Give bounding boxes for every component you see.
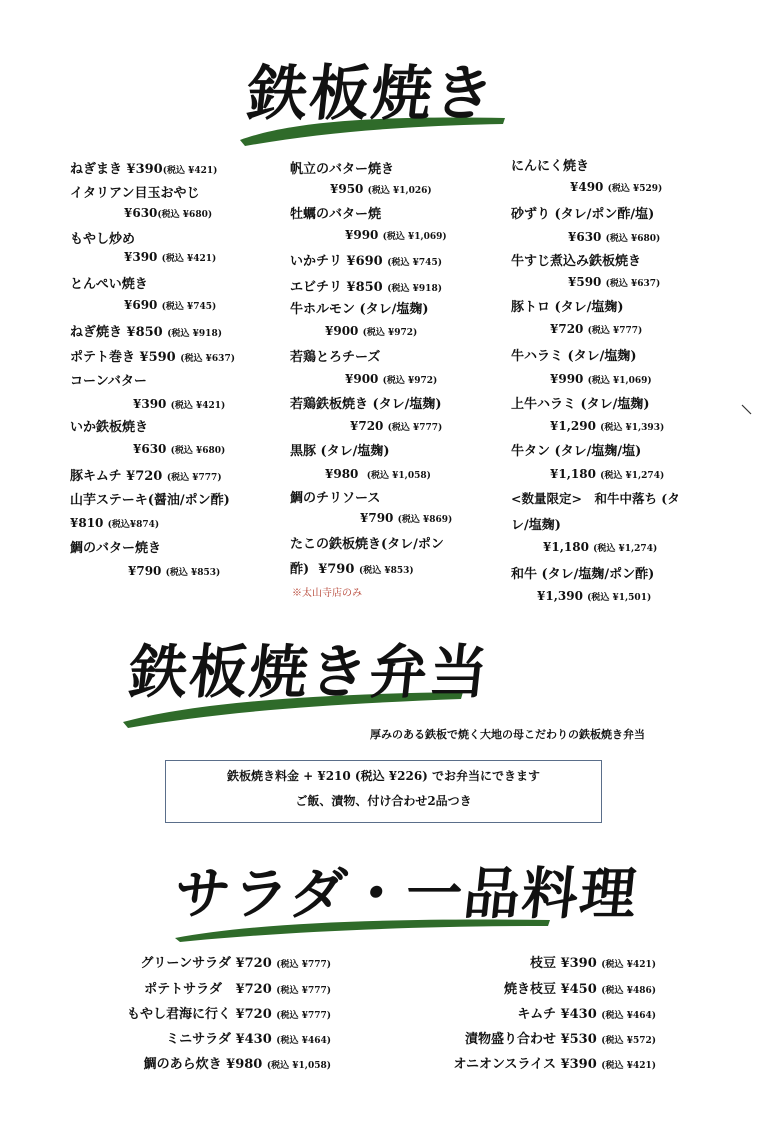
item-name: ミニサラダ: [166, 1032, 232, 1047]
item-name: エビチリ: [290, 280, 343, 295]
menu-item-tai-butter: 鯛のバター焼き: [70, 541, 162, 556]
menu-item-corn-butter-price: [133, 397, 225, 411]
item-name: いかチリ: [290, 254, 343, 269]
item-price: ¥720: [550, 322, 584, 336]
item-tax: (税込 ¥421): [601, 1061, 656, 1071]
item-tax: (税込 ¥1,274): [600, 471, 665, 481]
menu-item-moyashi-price: [124, 250, 216, 264]
item-name: キムチ: [517, 1007, 557, 1022]
menu-item-tai-chili-price: [360, 511, 452, 525]
item-price: ¥630: [133, 442, 167, 456]
item-tax: (税込 ¥777): [166, 473, 222, 483]
menu-item-negimaki: [70, 158, 217, 177]
menu-item-ebi-chili: [290, 276, 442, 295]
menu-item-kaki-butter-price: [345, 228, 447, 242]
item-tax: (税込 ¥529): [607, 184, 663, 194]
item-price: ¥850: [346, 280, 383, 295]
menu-item-wagyu-price: [537, 589, 651, 603]
menu-item-yamaimo-steak-price: [70, 516, 159, 530]
item-price: ¥590: [139, 350, 176, 365]
item-tax: (税込 ¥972): [382, 376, 438, 386]
item-tax: (税込 ¥464): [276, 1036, 331, 1046]
menu-item-moyashi-kun: [127, 1003, 331, 1022]
menu-item-wakadori-cheese-price: [345, 372, 437, 386]
menu-item-tai-chili: 鯛のチリソース: [290, 491, 381, 506]
bento-subtitle: 厚みのある鉄板で焼く大地の母こだわりの鉄板焼き弁当: [370, 728, 645, 741]
item-price: ¥530: [560, 1032, 597, 1047]
menu-item-gyu-horumon: 牛ホルモン (タレ/塩麹): [290, 302, 429, 317]
item-price: ¥390: [560, 1057, 597, 1072]
menu-item-onion-slice: [453, 1053, 656, 1072]
menu-item-buta-kimchi: [70, 465, 222, 484]
menu-item-hotate-butter: 帆立のバター焼き: [290, 162, 395, 177]
item-tax: (税込 ¥777): [276, 960, 331, 970]
item-name: 焼き枝豆: [504, 982, 557, 997]
item-tax: (税込 ¥637): [180, 354, 235, 364]
item-price: ¥430: [560, 1007, 597, 1022]
menu-item-butatoro: 豚トロ (タレ/塩麹): [511, 300, 624, 315]
bento-title: 鉄板焼き弁当: [125, 638, 494, 706]
menu-item-wagyu: 和牛 (タレ/塩麹/ポン酢): [511, 567, 655, 582]
item-price: ¥900: [325, 324, 359, 338]
menu-item-hotate-butter-price: [330, 182, 432, 196]
item-tax: (税込 ¥680): [605, 234, 661, 244]
item-price: ¥390: [124, 250, 158, 264]
item-price: ¥790: [318, 562, 355, 577]
item-price: ¥450: [560, 982, 597, 997]
bento-info-line1: 鉄板焼き料金 + ¥210 (税込 ¥226) でお弁当にできます: [226, 769, 541, 783]
menu-item-kaki-butter: 牡蠣のバター焼: [290, 207, 382, 222]
item-price: ¥630: [568, 230, 602, 244]
item-price: ¥980: [226, 1057, 263, 1072]
item-price: ¥1,180: [550, 467, 596, 481]
item-name: もやし君海に行く: [127, 1007, 232, 1022]
menu-item-edamame: [530, 952, 656, 971]
item-tax: (税込¥874): [107, 520, 160, 530]
item-name: 枝豆: [530, 956, 557, 971]
menu-item-gyusuji: 牛すじ煮込み鉄板焼き: [511, 254, 642, 269]
item-price: ¥1,180: [543, 540, 589, 554]
item-price: ¥720: [126, 469, 163, 484]
item-tax: (税込 ¥745): [387, 258, 442, 268]
stray-mark: [740, 403, 754, 417]
menu-item-mini-salad: [166, 1028, 331, 1047]
item-price: ¥990: [550, 372, 584, 386]
item-tax: (税込 ¥1,058): [266, 1061, 331, 1071]
item-name-cont: 酢): [290, 562, 310, 577]
item-price: ¥1,390: [537, 589, 583, 603]
menu-item-jo-gyu-harami-price: [550, 419, 664, 433]
store-only-note: ※太山寺店のみ: [292, 588, 362, 599]
item-tax: (税込 ¥486): [601, 986, 656, 996]
item-tax: (税込 ¥777): [276, 986, 331, 996]
item-tax: (税込 ¥637): [605, 279, 661, 289]
item-price: ¥980: [325, 467, 359, 481]
item-price: ¥850: [126, 325, 163, 340]
menu-item-italian-medama-price: [124, 206, 212, 220]
salad-title: サラダ・一品料理: [171, 861, 642, 927]
menu-item-yamaimo-steak: 山芋ステーキ(醤油/ポン酢): [70, 493, 230, 508]
item-price: ¥690: [124, 298, 158, 312]
item-price: ¥590: [568, 275, 602, 289]
menu-item-kurobuta-price: [325, 467, 431, 481]
item-name: 鯛のあら炊き: [143, 1057, 222, 1072]
menu-item-corn-butter: コーンバター: [70, 374, 147, 389]
bento-info-box: [165, 760, 602, 823]
item-tax: (税込 ¥680): [157, 210, 213, 220]
menu-item-wagyu-nakaochi-line2: レ/塩麹): [511, 518, 561, 533]
menu-item-ika-teppan-price: [133, 442, 225, 456]
item-name: ポテトサラダ: [144, 982, 222, 997]
menu-item-tsukemono: [465, 1028, 656, 1047]
menu-item-potato-salad: [144, 978, 331, 997]
item-name: オニオンスライス: [453, 1057, 557, 1072]
item-price: ¥720: [235, 982, 272, 997]
item-tax: (税込 ¥1,069): [587, 376, 652, 386]
menu-item-wagyu-nakaochi: <数量限定> 和牛中落ち (タ: [511, 491, 680, 506]
menu-item-ika-teppan: いか鉄板焼き: [70, 420, 149, 435]
item-tax: (税込 ¥777): [387, 423, 443, 433]
menu-item-sunazuri-price: [568, 230, 660, 244]
menu-item-ika-chili: [290, 250, 442, 269]
item-name: ポテト巻き: [70, 350, 136, 365]
item-tax: (税込 ¥464): [601, 1011, 656, 1021]
item-tax: (税込 ¥1,501): [587, 593, 652, 603]
item-tax: (税込 ¥421): [170, 401, 226, 411]
menu-item-jo-gyu-harami: 上牛ハラミ (タレ/塩麹): [511, 397, 650, 412]
menu-item-wakadori-cheese: 若鶏とろチーズ: [290, 350, 381, 365]
menu-item-ninniku: にんにく焼き: [511, 159, 590, 174]
menu-item-green-salad: [140, 952, 331, 971]
item-tax: (税込 ¥1,069): [382, 232, 447, 242]
item-price: ¥1,290: [550, 419, 596, 433]
menu-item-gyutan: 牛タン (タレ/塩麹/塩): [511, 444, 642, 459]
teppan-title: 鉄板焼き: [243, 59, 500, 129]
bento-info-line2: ご飯、漬物、付け合わせ2品つき: [295, 794, 472, 808]
menu-item-potato-maki: [70, 346, 235, 365]
menu-item-wakadori-teppan-price: [350, 419, 442, 433]
item-name: 豚キムチ: [70, 469, 122, 484]
item-price: ¥390: [133, 397, 167, 411]
menu-item-gyusuji-price: [568, 275, 660, 289]
item-price: ¥630: [124, 206, 158, 220]
item-tax: (税込 ¥421): [161, 254, 217, 264]
item-tax: (税込 ¥1,058): [366, 471, 431, 481]
menu-item-butatoro-price: [550, 322, 642, 336]
item-tax: (税込 ¥777): [587, 326, 643, 336]
item-tax: (税込 ¥972): [362, 328, 418, 338]
item-price: ¥490: [570, 180, 604, 194]
item-tax: (税込 ¥745): [161, 302, 217, 312]
menu-item-gyu-harami: 牛ハラミ (タレ/塩麹): [511, 349, 637, 364]
item-price: ¥810: [70, 516, 104, 530]
item-tax: (税込 ¥1,026): [367, 186, 432, 196]
menu-item-tai-butter-price: [128, 564, 220, 578]
item-tax: (税込 ¥680): [170, 446, 226, 456]
item-price: ¥950: [330, 182, 364, 196]
item-price: ¥790: [128, 564, 162, 578]
menu-item-negiyaki: [70, 321, 222, 340]
menu-item-ninniku-price: [570, 180, 662, 194]
item-tax: (税込 ¥918): [387, 284, 442, 294]
menu-item-kurobuta: 黒豚 (タレ/塩麹): [290, 444, 390, 459]
item-name: グリーンサラダ: [140, 956, 232, 971]
menu-item-italian-medama: イタリアン目玉おやじ: [70, 186, 200, 201]
menu-item-tai-aradaki: [144, 1053, 331, 1072]
item-tax: (税込 ¥421): [601, 960, 656, 970]
item-price: ¥900: [345, 372, 379, 386]
menu-item-tonpei-price: [124, 298, 216, 312]
menu-item-tonpei: とんぺい焼き: [70, 277, 148, 292]
item-tax: (税込 ¥777): [276, 1011, 331, 1021]
item-price: ¥390: [560, 956, 597, 971]
menu-item-tako-teppan: たこの鉄板焼き(タレ/ポン: [290, 537, 444, 552]
menu-item-wakadori-teppan: 若鶏鉄板焼き (タレ/塩麹): [290, 397, 442, 412]
item-tax: (税込 ¥1,274): [593, 544, 658, 554]
menu-item-tako-teppan-line2: [290, 558, 414, 577]
item-price: ¥720: [235, 1007, 272, 1022]
item-price: ¥790: [360, 511, 394, 525]
menu-item-kimchi: [517, 1003, 656, 1022]
item-price: ¥720: [350, 419, 384, 433]
menu-item-gyutan-price: [550, 467, 664, 481]
item-name: ねぎまき: [70, 162, 123, 177]
item-price: ¥720: [235, 956, 272, 971]
menu-item-wagyu-nakaochi-price: [543, 540, 657, 554]
item-tax: (税込 ¥918): [167, 329, 222, 339]
menu-item-moyashi: もやし炒め: [70, 232, 136, 247]
item-tax: (税込 ¥572): [601, 1036, 656, 1046]
item-price: ¥690: [346, 254, 383, 269]
item-name: ねぎ焼き: [70, 325, 123, 340]
menu-item-gyu-harami-price: [550, 372, 652, 386]
menu-item-gyu-horumon-price: [325, 324, 417, 338]
item-tax: (税込 ¥869): [397, 515, 453, 525]
item-price: ¥990: [345, 228, 379, 242]
item-tax: (税込 ¥853): [165, 568, 221, 578]
item-price: ¥430: [235, 1032, 272, 1047]
item-tax: (税込 ¥853): [358, 566, 414, 576]
item-tax: (税込 ¥1,393): [600, 423, 665, 433]
item-price: ¥390: [126, 162, 163, 177]
item-name: 漬物盛り合わせ: [465, 1032, 557, 1047]
item-tax: (税込 ¥421): [162, 166, 218, 176]
menu-item-sunazuri: 砂ずり (タレ/ポン酢/塩): [511, 207, 655, 222]
menu-item-yaki-edamame: [504, 978, 656, 997]
